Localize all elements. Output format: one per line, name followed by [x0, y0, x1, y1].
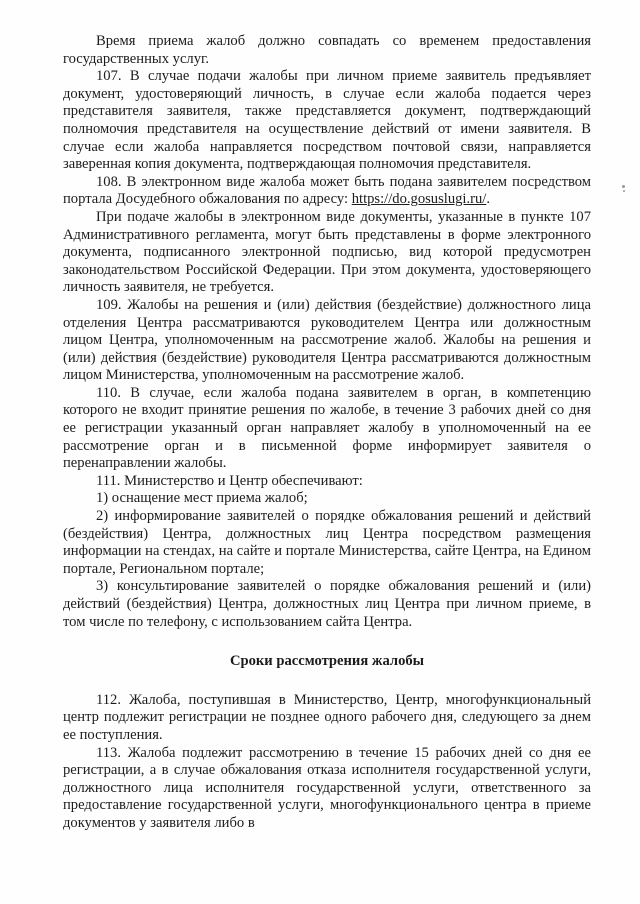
scan-dot-mark — [622, 185, 625, 188]
section-heading: Сроки рассмотрения жалобы — [229, 653, 425, 670]
paragraph-109: 109. Жалобы на решения и (или) действия (бездействие) должностного лица отделения Центра рассматриваются руководителем Центра или должностным лицом Центра, уполномоченным на рассмотрение жалоб. Жалобы на решения и (или) действия (бездействие) руководителя Центра рассматриваются должностным лицом Министерства, уполномоченным на рассмотрение жалоб. — [63, 296, 591, 384]
paragraph-108-end: . — [486, 191, 490, 208]
paragraph-113: 113. Жалоба подлежит рассмотрению в течение 15 рабочих дней со дня ее регистрации, а в случае обжалования отказа исполнителя государственной услуги, должностного лица исполнителя государственной услуги, ответственного за предоставление государственной услуги, многофункционального центра в приеме документов у заявителя либо в — [63, 744, 591, 831]
list-item-1: 1) оснащение мест приема жалоб; — [96, 490, 308, 507]
scan-dot-mark — [623, 190, 625, 192]
paragraph-110: 110. В случае, если жалоба подана заявителем в орган, в компетенцию которого не входит принятие решения по жалобе, в течение 3 рабочих дней со дня ее регистрации указанный орган направляет жалобу в уполномоченный на ее рассмотрение орган и в письменной форме информирует заявителя о перенаправлении жалобы. — [63, 384, 591, 472]
list-item-3: 3) консультирование заявителей о порядке обжалования решений и (или) действий (бездействия) Центра, должностных лиц Центра при личном приеме, в том числе по телефону, с использованием сайта Центра. — [63, 578, 591, 630]
paragraph-107: 107. В случае подачи жалобы при личном приеме заявитель предъявляет документ, удостоверяющий личность, в случае если жалоба подается через представителя заявителя, также представляется документ, подтверждающий полномочия представителя на осуществление действий от имени заявителя. В случае если жалоба направляется посредством почтовой связи, направляется заверенная копия документа, подтверждающая полномочия представителя. — [63, 68, 591, 173]
paragraph-111: 111. Министерство и Центр обеспечивают: — [96, 472, 363, 489]
paragraph-electronic-documents: При подаче жалобы в электронном виде документы, указанные в пункте 107 Административного регламента, могут быть представлены в форме электронного документа, подписанного электронной подписью, вид которой предусмотрен законодательством Российской Федерации. При этом документа, удостоверяющего личность заявителя, не требуется. — [63, 208, 591, 296]
paragraph-112: 112. Жалоба, поступившая в Министерство, Центр, многофункциональный центр подлежит регистрации не позднее одного рабочего дня, следующего за днем ее поступления. — [63, 691, 591, 743]
gosuslugi-link[interactable]: https://do.gosuslugi.ru/ — [351, 191, 487, 208]
paragraph-complaint-time: Время приема жалоб должно совпадать со временем предоставления государственных услуг. — [63, 33, 591, 67]
paragraph-108 — [63, 174, 591, 209]
document-body — [63, 33, 591, 833]
list-item-2: 2) информирование заявителей о порядке обжалования решений и действий (бездействия) Центра, должностных лиц Центра посредством размещения информации на стендах, на сайте и портале Министерства, сайте Центра, на Едином портале, Региональном портале; — [63, 508, 591, 577]
paragraph-108-text: 108. В электронном виде жалоба может быть подана заявителем посредством портала Досудебного обжалования по адресу: — [63, 173, 591, 208]
